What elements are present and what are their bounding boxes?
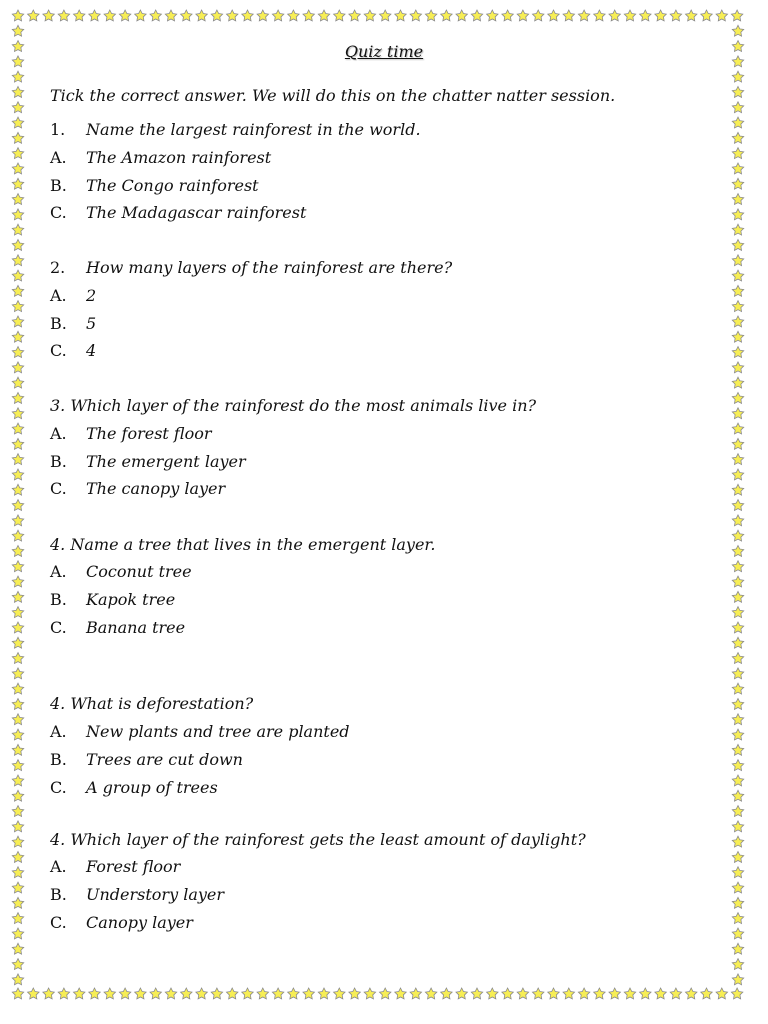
star-icon <box>732 668 743 679</box>
star-icon <box>487 10 498 21</box>
star-icon <box>732 194 743 205</box>
star-icon <box>58 10 69 21</box>
answer-option[interactable] <box>50 884 224 906</box>
star-icon <box>594 988 605 999</box>
star-icon <box>12 438 23 449</box>
option-letter: A. <box>50 857 67 876</box>
option-text: The canopy layer <box>86 479 226 498</box>
star-icon <box>12 913 23 924</box>
star-icon <box>395 988 406 999</box>
star-icon <box>119 988 130 999</box>
question-3 <box>50 395 536 417</box>
star-icon <box>732 484 743 495</box>
star-icon <box>532 10 543 21</box>
option-letter: C. <box>50 913 67 932</box>
star-icon <box>12 87 23 98</box>
star-icon <box>272 988 283 999</box>
star-icon <box>12 928 23 939</box>
star-icon <box>12 102 23 113</box>
star-icon <box>732 943 743 954</box>
star-icon <box>732 775 743 786</box>
star-icon <box>135 10 146 21</box>
answer-option[interactable] <box>50 451 246 473</box>
star-icon <box>288 10 299 21</box>
answer-option[interactable] <box>50 777 218 799</box>
star-icon <box>410 988 421 999</box>
page-title: Quiz time <box>344 42 424 61</box>
star-icon <box>732 362 743 373</box>
option-text: A group of trees <box>86 778 218 797</box>
star-icon <box>732 301 743 312</box>
question-number: 4. <box>50 830 66 849</box>
answer-option[interactable] <box>50 589 175 611</box>
star-icon <box>425 988 436 999</box>
star-icon <box>318 10 329 21</box>
star-icon <box>732 622 743 633</box>
star-icon <box>12 515 23 526</box>
star-icon <box>471 988 482 999</box>
star-icon <box>318 988 329 999</box>
star-icon <box>732 500 743 511</box>
star-icon <box>732 270 743 281</box>
option-text: The Madagascar rainforest <box>86 203 307 222</box>
option-letter: C. <box>50 203 67 222</box>
star-icon <box>12 683 23 694</box>
star-icon <box>732 653 743 664</box>
star-icon <box>732 913 743 924</box>
star-icon <box>732 974 743 985</box>
star-icon <box>12 959 23 970</box>
question-2 <box>50 257 452 279</box>
star-icon <box>732 423 743 434</box>
star-icon <box>288 988 299 999</box>
option-text: Banana tree <box>86 618 186 637</box>
star-icon <box>181 10 192 21</box>
star-icon <box>165 988 176 999</box>
star-icon <box>456 988 467 999</box>
star-icon <box>624 10 635 21</box>
answer-option[interactable] <box>50 147 271 169</box>
star-icon <box>379 988 390 999</box>
option-letter: C. <box>50 778 67 797</box>
star-icon <box>43 988 54 999</box>
option-letter: C. <box>50 479 67 498</box>
star-icon <box>12 500 23 511</box>
star-icon <box>732 729 743 740</box>
question-text: Name the largest rainforest in the world. <box>86 120 421 139</box>
star-icon <box>732 744 743 755</box>
star-icon <box>655 10 666 21</box>
star-icon <box>716 10 727 21</box>
star-icon <box>165 10 176 21</box>
answer-option[interactable] <box>50 340 96 362</box>
star-icon <box>12 897 23 908</box>
star-icon <box>12 347 23 358</box>
star-icon <box>104 10 115 21</box>
star-icon <box>196 988 207 999</box>
answer-option[interactable] <box>50 912 193 934</box>
star-icon <box>12 852 23 863</box>
option-text: Understory layer <box>86 885 225 904</box>
star-icon <box>12 576 23 587</box>
option-letter: A. <box>50 424 67 443</box>
star-icon <box>655 988 666 999</box>
answer-option[interactable] <box>50 856 180 878</box>
star-icon <box>732 928 743 939</box>
star-icon <box>732 530 743 541</box>
star-icon <box>578 10 589 21</box>
star-icon <box>685 988 696 999</box>
star-icon <box>732 41 743 52</box>
star-icon <box>104 988 115 999</box>
star-icon <box>12 423 23 434</box>
star-icon <box>12 974 23 985</box>
question-text: What is deforestation? <box>70 694 254 713</box>
star-icon <box>732 148 743 159</box>
option-letter: B. <box>50 314 67 333</box>
star-icon <box>242 10 253 21</box>
star-icon <box>441 10 452 21</box>
star-icon <box>732 469 743 480</box>
star-icon <box>732 882 743 893</box>
question-1 <box>50 119 421 141</box>
star-icon <box>12 331 23 342</box>
star-icon <box>732 393 743 404</box>
star-icon <box>12 821 23 832</box>
star-icon <box>425 10 436 21</box>
star-icon <box>732 515 743 526</box>
star-icon <box>364 988 375 999</box>
star-icon <box>12 454 23 465</box>
star-icon <box>716 988 727 999</box>
star-icon <box>12 56 23 67</box>
star-icon <box>119 10 130 21</box>
star-icon <box>12 484 23 495</box>
question-number: 4. <box>50 694 66 713</box>
star-icon <box>487 988 498 999</box>
star-icon <box>379 10 390 21</box>
star-icon <box>395 10 406 21</box>
answer-option[interactable] <box>50 202 306 224</box>
star-icon <box>732 867 743 878</box>
star-icon <box>257 988 268 999</box>
option-text: The Congo rainforest <box>86 176 259 195</box>
question-number: 4. <box>50 535 66 554</box>
star-icon <box>732 637 743 648</box>
star-icon <box>732 224 743 235</box>
answer-option[interactable] <box>50 617 185 639</box>
option-text: Kapok tree <box>86 590 176 609</box>
question-number: 1. <box>50 120 66 139</box>
star-icon <box>12 607 23 618</box>
star-icon <box>12 867 23 878</box>
option-text: The emergent layer <box>86 452 246 471</box>
star-icon <box>12 377 23 388</box>
star-icon <box>732 240 743 251</box>
option-text: 5 <box>86 314 97 333</box>
option-letter: C. <box>50 341 67 360</box>
star-icon <box>12 255 23 266</box>
star-icon <box>303 10 314 21</box>
star-icon <box>150 10 161 21</box>
star-icon <box>609 988 620 999</box>
question-text: Name a tree that lives in the emergent layer. <box>70 535 436 554</box>
answer-option[interactable] <box>50 478 225 500</box>
star-icon <box>609 10 620 21</box>
star-icon <box>12 988 23 999</box>
star-icon <box>28 10 39 21</box>
star-icon <box>640 988 651 999</box>
option-letter: A. <box>50 148 67 167</box>
question-4 <box>50 534 435 556</box>
star-icon <box>732 331 743 342</box>
star-icon <box>732 163 743 174</box>
star-icon <box>456 10 467 21</box>
star-icon <box>563 10 574 21</box>
answer-option[interactable] <box>50 561 192 583</box>
star-icon <box>12 729 23 740</box>
star-icon <box>732 454 743 465</box>
question-text: How many layers of the rainforest are there? <box>86 258 453 277</box>
star-icon <box>732 714 743 725</box>
option-letter: A. <box>50 722 67 741</box>
star-icon <box>334 10 345 21</box>
star-icon <box>732 683 743 694</box>
star-icon <box>12 194 23 205</box>
star-icon <box>196 10 207 21</box>
star-icon <box>732 25 743 36</box>
option-text: Trees are cut down <box>86 750 243 769</box>
option-letter: B. <box>50 176 67 195</box>
star-icon <box>732 102 743 113</box>
star-icon <box>732 760 743 771</box>
star-icon <box>732 255 743 266</box>
star-icon <box>732 209 743 220</box>
star-icon <box>12 546 23 557</box>
star-icon <box>640 10 651 21</box>
option-text: 4 <box>86 341 97 360</box>
star-icon <box>12 561 23 572</box>
star-icon <box>471 10 482 21</box>
option-text: The Amazon rainforest <box>86 148 272 167</box>
answer-option[interactable] <box>50 175 259 197</box>
star-icon <box>548 988 559 999</box>
star-icon <box>12 362 23 373</box>
star-icon <box>731 988 742 999</box>
star-icon <box>12 224 23 235</box>
option-letter: B. <box>50 452 67 471</box>
star-icon <box>732 178 743 189</box>
star-icon <box>12 714 23 725</box>
option-letter: C. <box>50 618 67 637</box>
star-icon <box>732 607 743 618</box>
star-icon <box>349 988 360 999</box>
star-icon <box>12 622 23 633</box>
star-icon <box>257 10 268 21</box>
star-icon <box>731 10 742 21</box>
star-icon <box>732 852 743 863</box>
star-icon <box>701 988 712 999</box>
star-icon <box>211 10 222 21</box>
star-icon <box>12 209 23 220</box>
star-icon <box>732 408 743 419</box>
star-icon <box>43 10 54 21</box>
star-icon <box>181 988 192 999</box>
star-icon <box>732 821 743 832</box>
option-text: Canopy layer <box>86 913 193 932</box>
option-letter: B. <box>50 885 67 904</box>
star-icon <box>12 25 23 36</box>
star-icon <box>12 393 23 404</box>
question-6 <box>50 829 586 851</box>
option-text: New plants and tree are planted <box>86 722 350 741</box>
question-5 <box>50 693 253 715</box>
option-text: Coconut tree <box>86 562 192 581</box>
option-letter: A. <box>50 286 67 305</box>
star-icon <box>12 530 23 541</box>
answer-option[interactable] <box>50 285 96 307</box>
star-icon <box>12 132 23 143</box>
star-icon <box>701 10 712 21</box>
star-icon <box>563 988 574 999</box>
star-icon <box>89 988 100 999</box>
star-icon <box>594 10 605 21</box>
star-icon <box>685 10 696 21</box>
star-icon <box>517 10 528 21</box>
star-icon <box>732 546 743 557</box>
star-icon <box>732 959 743 970</box>
star-icon <box>89 10 100 21</box>
question-number: 2. <box>50 258 66 277</box>
star-icon <box>303 988 314 999</box>
star-icon <box>732 576 743 587</box>
star-icon <box>732 897 743 908</box>
option-letter: A. <box>50 562 67 581</box>
star-icon <box>12 668 23 679</box>
answer-option[interactable] <box>50 313 96 335</box>
star-icon <box>150 988 161 999</box>
star-icon <box>12 240 23 251</box>
star-icon <box>732 699 743 710</box>
star-icon <box>578 988 589 999</box>
star-icon <box>12 806 23 817</box>
star-icon <box>28 988 39 999</box>
star-icon <box>624 988 635 999</box>
option-letter: B. <box>50 590 67 609</box>
star-icon <box>732 806 743 817</box>
star-icon <box>73 988 84 999</box>
star-icon <box>12 637 23 648</box>
star-icon <box>502 10 513 21</box>
star-icon <box>732 71 743 82</box>
star-icon <box>12 699 23 710</box>
star-icon <box>12 163 23 174</box>
star-icon <box>135 988 146 999</box>
question-text: Which layer of the rainforest gets the least amount of daylight? <box>70 830 586 849</box>
star-icon <box>73 10 84 21</box>
instructions-text: Tick the correct answer. We will do this on the chatter natter session. <box>50 86 616 105</box>
star-icon <box>502 988 513 999</box>
star-icon <box>12 882 23 893</box>
star-icon <box>12 591 23 602</box>
star-icon <box>242 988 253 999</box>
star-icon <box>12 943 23 954</box>
star-icon <box>12 117 23 128</box>
star-icon <box>517 988 528 999</box>
question-number: 3. <box>50 396 66 415</box>
star-icon <box>211 988 222 999</box>
star-icon <box>732 561 743 572</box>
star-icon <box>334 988 345 999</box>
star-icon <box>732 56 743 67</box>
star-icon <box>12 836 23 847</box>
option-letter: B. <box>50 750 67 769</box>
star-icon <box>12 760 23 771</box>
star-icon <box>226 988 237 999</box>
star-icon <box>548 10 559 21</box>
option-text: 2 <box>86 286 97 305</box>
star-icon <box>670 988 681 999</box>
star-icon <box>12 10 23 21</box>
star-icon <box>12 301 23 312</box>
star-icon <box>12 316 23 327</box>
question-text: Which layer of the rainforest do the most animals live in? <box>70 396 537 415</box>
star-icon <box>12 653 23 664</box>
star-icon <box>12 41 23 52</box>
star-icon <box>272 10 283 21</box>
star-icon <box>732 836 743 847</box>
answer-option[interactable] <box>50 749 243 771</box>
star-icon <box>732 87 743 98</box>
star-icon <box>441 988 452 999</box>
star-icon <box>58 988 69 999</box>
star-icon <box>732 377 743 388</box>
star-icon <box>12 285 23 296</box>
star-icon <box>732 117 743 128</box>
star-icon <box>410 10 421 21</box>
star-icon <box>732 790 743 801</box>
star-icon <box>12 744 23 755</box>
star-icon <box>532 988 543 999</box>
star-icon <box>732 285 743 296</box>
star-icon <box>732 347 743 358</box>
star-icon <box>349 10 360 21</box>
star-icon <box>732 438 743 449</box>
star-icon <box>732 591 743 602</box>
answer-option[interactable] <box>50 423 212 445</box>
star-icon <box>226 10 237 21</box>
option-text: Forest floor <box>86 857 181 876</box>
star-icon <box>12 408 23 419</box>
star-icon <box>732 132 743 143</box>
star-icon <box>12 469 23 480</box>
star-icon <box>732 316 743 327</box>
star-icon <box>364 10 375 21</box>
star-icon <box>12 71 23 82</box>
star-icon <box>12 790 23 801</box>
star-icon <box>12 178 23 189</box>
star-icon <box>670 10 681 21</box>
star-icon <box>12 148 23 159</box>
star-icon <box>12 270 23 281</box>
answer-option[interactable] <box>50 721 350 743</box>
star-icon <box>12 775 23 786</box>
option-text: The forest floor <box>86 424 212 443</box>
